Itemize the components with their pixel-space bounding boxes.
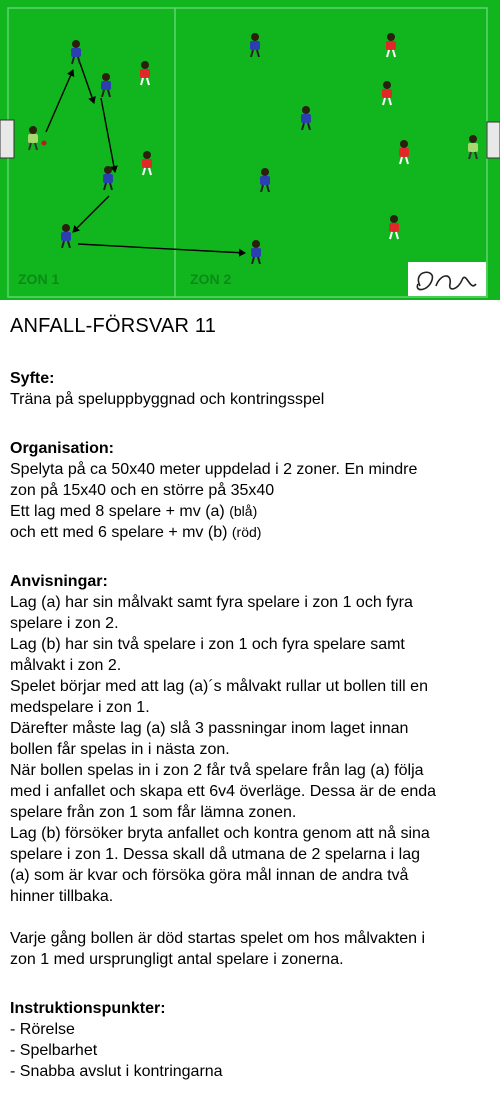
instruktion-item: - Snabba avslut i kontringarna	[10, 1063, 223, 1080]
restart-line: zon 1 med ursprungligt antal spelare i zonerna.	[10, 951, 344, 968]
section-organisation	[10, 438, 498, 543]
anvisning-line: spelare från zon 1 som får lämna zonen.	[10, 804, 297, 821]
anvisningar-heading: Anvisningar:	[10, 573, 108, 590]
instruktion-item: - Rörelse	[10, 1021, 75, 1038]
signature	[408, 262, 486, 296]
anvisning-line: När bollen spelas in i zon 2 får två spelare från lag (a) följa	[10, 762, 424, 779]
anvisning-line: med i anfallet och skapa ett 6v4 överläge. Dessa är de enda	[10, 783, 437, 800]
ball	[42, 141, 47, 146]
team-b-color-note: (röd)	[231, 524, 262, 540]
instruktionspunkter-heading: Instruktionspunkter:	[10, 1000, 166, 1017]
right-goal	[487, 122, 500, 158]
organisation-line	[10, 501, 498, 522]
team-b-text: och ett med 6 spelare + mv (b)	[10, 524, 228, 541]
anvisning-line: målvakt i zon 2.	[10, 657, 122, 674]
organisation-line: zon på 15x40 och en större på 35x40	[10, 482, 275, 499]
organisation-line: Spelyta på ca 50x40 meter uppdelad i 2 zoner. En mindre	[10, 461, 418, 478]
page-title: ANFALL-FÖRSVAR 11	[10, 315, 217, 337]
section-syfte	[10, 368, 498, 410]
zone1-label: ZON 1	[18, 271, 60, 287]
anvisning-line: Lag (b) har sin två spelare i zon 1 och fyra spelare samt	[10, 636, 405, 653]
section-instruktionspunkter	[10, 998, 498, 1082]
anvisning-line: Lag (a) har sin målvakt samt fyra spelare i zon 1 och fyra	[10, 594, 413, 611]
anvisning-line: (a) som är kvar och försöka göra mål innan de andra två	[10, 867, 409, 884]
training-pitch-diagram	[0, 0, 500, 300]
restart-line: Varje gång bollen är död startas spelet om hos målvakten i	[10, 930, 426, 947]
team-a-color-note: (blå)	[229, 503, 258, 519]
team-a-text: Ett lag med 8 spelare + mv (a)	[10, 503, 225, 520]
anvisning-line: Spelet börjar med att lag (a)´s målvakt rullar ut bollen till en	[10, 678, 428, 695]
organisation-heading: Organisation:	[10, 440, 115, 457]
exercise-document	[10, 300, 498, 1082]
anvisning-line: Därefter måste lag (a) slå 3 passningar inom laget innan	[10, 720, 409, 737]
left-goal	[0, 120, 14, 158]
syfte-heading: Syfte:	[10, 370, 55, 387]
anvisning-line: hinner tillbaka.	[10, 888, 114, 905]
section-anvisningar	[10, 571, 498, 970]
anvisning-line: spelare i zon 2.	[10, 615, 119, 632]
zone2-label: ZON 2	[190, 271, 232, 287]
anvisning-line: spelare i zon 1. Dessa skall då utmana de 2 spelarna i lag	[10, 846, 421, 863]
instruktion-item: - Spelbarhet	[10, 1042, 98, 1059]
syfte-text: Träna på speluppbyggnad och kontringsspel	[10, 391, 325, 408]
anvisning-line: Lag (b) försöker bryta anfallet och kontra genom att nå sina	[10, 825, 430, 842]
organisation-line	[10, 522, 498, 543]
anvisning-line: bollen får spelas in i nästa zon.	[10, 741, 230, 758]
anvisning-line: medspelare i zon 1.	[10, 699, 150, 716]
